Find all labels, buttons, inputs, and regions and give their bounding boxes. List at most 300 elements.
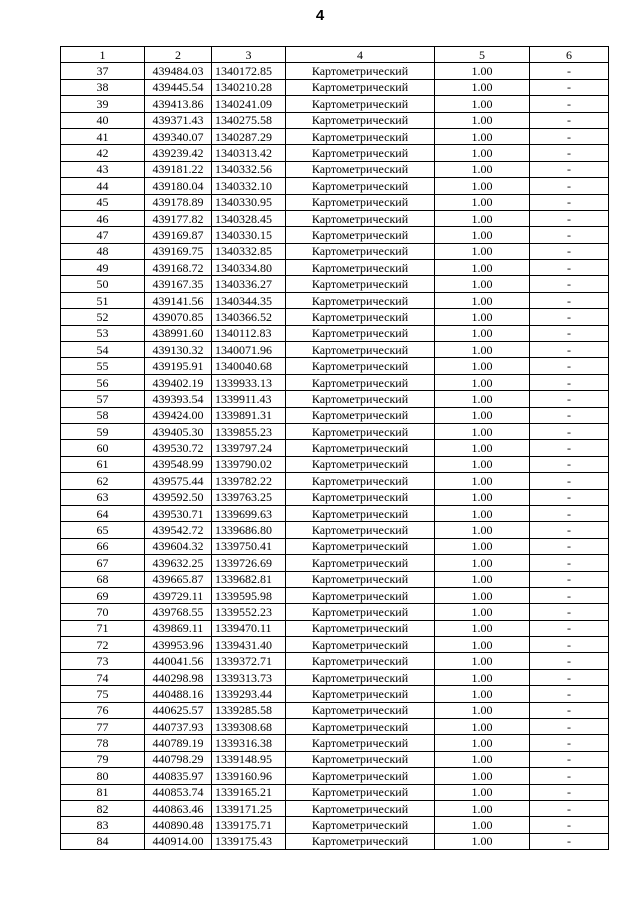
table-cell: Картометрический [286,522,435,538]
table-cell: 1340172.85 [212,63,286,79]
table-cell: 1340330.95 [212,194,286,210]
table-cell: 1340241.09 [212,96,286,112]
table-cell: 1340336.27 [212,276,286,292]
table-cell: 78 [61,735,145,751]
table-cell: - [530,260,609,276]
table-cell: 1339782.22 [212,473,286,489]
table-cell: 439530.71 [145,505,212,521]
table-cell: 1.00 [435,587,530,603]
table-cell: Картометрический [286,194,435,210]
table-cell: 1340334.80 [212,260,286,276]
table-cell: 79 [61,751,145,767]
table-cell: 1.00 [435,473,530,489]
table-cell: 1.00 [435,178,530,194]
table-row [61,128,609,144]
table-cell: 440835.97 [145,768,212,784]
table-cell: - [530,505,609,521]
table-row [61,358,609,374]
table-cell: Картометрический [286,391,435,407]
table-cell: 439530.72 [145,440,212,456]
table-cell: 1339285.58 [212,702,286,718]
table-cell: 439592.50 [145,489,212,505]
table-row [61,63,609,79]
table-cell: 59 [61,423,145,439]
table-cell: Картометрический [286,571,435,587]
table-cell: 1.00 [435,555,530,571]
table-cell: Картометрический [286,178,435,194]
table-cell: - [530,817,609,833]
table-cell: 1339797.24 [212,440,286,456]
table-cell: 439869.11 [145,620,212,636]
table-cell: 1339595.98 [212,587,286,603]
table-cell: 439768.55 [145,604,212,620]
table-header [61,47,609,63]
table-cell: - [530,604,609,620]
table-cell: Картометрический [286,342,435,358]
table-cell: 439371.43 [145,112,212,128]
table-cell: 1.00 [435,128,530,144]
table-cell: 1340332.56 [212,161,286,177]
table-row [61,423,609,439]
table-cell: 1.00 [435,489,530,505]
table-row [61,391,609,407]
table-cell: 44 [61,178,145,194]
table-cell: 49 [61,260,145,276]
table-cell: - [530,637,609,653]
table-cell: - [530,276,609,292]
table-cell: 75 [61,686,145,702]
table-row [61,735,609,751]
table-cell: Картометрический [286,128,435,144]
table-cell: 1340332.10 [212,178,286,194]
table-cell: 73 [61,653,145,669]
table-cell: Картометрический [286,161,435,177]
table-cell: 43 [61,161,145,177]
table-row [61,768,609,784]
table-cell: - [530,768,609,784]
table-cell: 440914.00 [145,833,212,849]
table-cell: 439239.42 [145,145,212,161]
table-cell: Картометрический [286,686,435,702]
table-cell: 1339372.71 [212,653,286,669]
table-row [61,653,609,669]
table-cell: 1339293.44 [212,686,286,702]
table-cell: 1340328.45 [212,210,286,226]
table-cell: 439393.54 [145,391,212,407]
table-cell: 1.00 [435,784,530,800]
table-cell: 439402.19 [145,374,212,390]
table-row [61,456,609,472]
table-row [61,276,609,292]
table-cell: 53 [61,325,145,341]
table-cell: Картометрический [286,243,435,259]
table-cell: - [530,702,609,718]
table-row [61,489,609,505]
table-cell: Картометрический [286,817,435,833]
table-cell: 45 [61,194,145,210]
table-cell: 1340210.28 [212,79,286,95]
table-cell: 77 [61,719,145,735]
table-cell: - [530,243,609,259]
table-cell: 1339790.02 [212,456,286,472]
table-cell: - [530,686,609,702]
table-cell: 57 [61,391,145,407]
table-cell: 1339431.40 [212,637,286,653]
table-cell: 1.00 [435,735,530,751]
table-row [61,538,609,554]
table-cell: - [530,358,609,374]
table-cell: 1.00 [435,522,530,538]
table-cell: 1.00 [435,653,530,669]
table-cell: 1339726.69 [212,555,286,571]
table-cell: 1.00 [435,63,530,79]
table-cell: 1.00 [435,637,530,653]
table-cell: 67 [61,555,145,571]
table-cell: 1339933.13 [212,374,286,390]
table-cell: 41 [61,128,145,144]
table-cell: 1339470.11 [212,620,286,636]
table-cell: 1339165.21 [212,784,286,800]
table-cell: 440863.46 [145,800,212,816]
table-cell: - [530,522,609,538]
table-cell: - [530,161,609,177]
table-row [61,686,609,702]
table-row [61,604,609,620]
table-row [61,292,609,308]
table-cell: 1.00 [435,194,530,210]
table-cell: 1.00 [435,407,530,423]
table-row [61,325,609,341]
table-cell: 42 [61,145,145,161]
table-cell: - [530,194,609,210]
table-cell: 72 [61,637,145,653]
table-cell: - [530,440,609,456]
table-cell: 80 [61,768,145,784]
table-cell: - [530,423,609,439]
table-row [61,702,609,718]
table-cell: 1339175.71 [212,817,286,833]
table-cell: - [530,669,609,685]
table-cell: 1.00 [435,292,530,308]
table-cell: Картометрический [286,210,435,226]
table-cell: 52 [61,309,145,325]
table-cell: 1340313.42 [212,145,286,161]
table-cell: 40 [61,112,145,128]
table-cell: 1339308.68 [212,719,286,735]
table-cell: 1339763.25 [212,489,286,505]
table-cell: Картометрический [286,423,435,439]
table-cell: - [530,374,609,390]
table-cell: 440298.98 [145,669,212,685]
table-cell: - [530,571,609,587]
table-cell: Картометрический [286,587,435,603]
table-cell: 439575.44 [145,473,212,489]
table-cell: 37 [61,63,145,79]
table-cell: Картометрический [286,309,435,325]
table-cell: 1339148.95 [212,751,286,767]
table-row [61,833,609,849]
coordinates-table [60,46,609,850]
table-cell: 1340344.35 [212,292,286,308]
table-body [61,63,609,850]
table-cell: Картометрический [286,751,435,767]
table-row [61,210,609,226]
table-cell: - [530,719,609,735]
table-cell: 1.00 [435,440,530,456]
table-cell: Картометрический [286,260,435,276]
table-cell: 1339699.63 [212,505,286,521]
table-cell: 1.00 [435,800,530,816]
table-cell: - [530,751,609,767]
table-cell: - [530,292,609,308]
table-cell: 56 [61,374,145,390]
table-cell: - [530,96,609,112]
table-cell: Картометрический [286,112,435,128]
table-cell: 1.00 [435,260,530,276]
table-row [61,669,609,685]
table-row [61,260,609,276]
table-cell: 46 [61,210,145,226]
table-cell: 1339891.31 [212,407,286,423]
table-cell: - [530,489,609,505]
table-cell: 439548.99 [145,456,212,472]
table-cell: Картометрический [286,358,435,374]
table-cell: - [530,833,609,849]
table-cell: Картометрический [286,276,435,292]
table-cell: 1.00 [435,833,530,849]
table-cell: 438991.60 [145,325,212,341]
table-cell: 1340366.52 [212,309,286,325]
table-cell: 1.00 [435,702,530,718]
table-cell: 439195.91 [145,358,212,374]
table-row [61,784,609,800]
table-cell: Картометрический [286,669,435,685]
column-header: 6 [530,47,609,63]
table-row [61,817,609,833]
table-cell: 1.00 [435,391,530,407]
table-cell: - [530,325,609,341]
table-cell: - [530,407,609,423]
table-row [61,505,609,521]
table-cell: Картометрический [286,79,435,95]
table-cell: 68 [61,571,145,587]
table-cell: 1339160.96 [212,768,286,784]
table-cell: 439340.07 [145,128,212,144]
table-cell: 1340332.85 [212,243,286,259]
header-row [61,47,609,63]
table-cell: Картометрический [286,702,435,718]
table-cell: - [530,555,609,571]
column-header: 1 [61,47,145,63]
table-cell: 1.00 [435,325,530,341]
table-cell: Картометрический [286,473,435,489]
table-cell: 1340112.83 [212,325,286,341]
table-cell: 1.00 [435,276,530,292]
table-cell: - [530,210,609,226]
table-cell: Картометрический [286,227,435,243]
table-cell: - [530,391,609,407]
table-cell: - [530,63,609,79]
table-row [61,800,609,816]
table-cell: 62 [61,473,145,489]
table-row [61,637,609,653]
table-cell: Картометрический [286,620,435,636]
table-cell: 1339911.43 [212,391,286,407]
table-row [61,555,609,571]
table-cell: 1.00 [435,112,530,128]
table-cell: - [530,800,609,816]
table-cell: 66 [61,538,145,554]
table-cell: 439405.30 [145,423,212,439]
table-cell: 82 [61,800,145,816]
table-cell: 1.00 [435,817,530,833]
table-row [61,178,609,194]
table-cell: 439180.04 [145,178,212,194]
table-cell: 439169.87 [145,227,212,243]
table-cell: 83 [61,817,145,833]
table-cell: 440488.16 [145,686,212,702]
table-row [61,96,609,112]
table-row [61,243,609,259]
table-cell: 440789.19 [145,735,212,751]
table-cell: 69 [61,587,145,603]
table-cell: Картометрический [286,604,435,620]
table-cell: - [530,128,609,144]
table-cell: - [530,784,609,800]
column-header: 5 [435,47,530,63]
table-cell: 61 [61,456,145,472]
table-cell: 48 [61,243,145,259]
table-cell: 439953.96 [145,637,212,653]
table-cell: 1.00 [435,505,530,521]
table-cell: - [530,473,609,489]
table-cell: - [530,538,609,554]
table-cell: 1.00 [435,751,530,767]
table-cell: 63 [61,489,145,505]
table-cell: - [530,145,609,161]
table-cell: 1.00 [435,243,530,259]
table-cell: 1.00 [435,227,530,243]
table-cell: 54 [61,342,145,358]
table-cell: 439632.25 [145,555,212,571]
table-cell: 439542.72 [145,522,212,538]
table-cell: 1.00 [435,669,530,685]
table-cell: Картометрический [286,505,435,521]
table-cell: 1340275.58 [212,112,286,128]
table-cell: Картометрический [286,292,435,308]
table-cell: 1.00 [435,538,530,554]
table-row [61,79,609,95]
table-cell: 1339682.81 [212,571,286,587]
table-cell: 440853.74 [145,784,212,800]
table-cell: 440890.48 [145,817,212,833]
table-cell: 439130.32 [145,342,212,358]
table-cell: Картометрический [286,637,435,653]
table-row [61,571,609,587]
table-cell: 439177.82 [145,210,212,226]
table-cell: 60 [61,440,145,456]
table-cell: 70 [61,604,145,620]
table-cell: 1.00 [435,358,530,374]
page-number: 4 [315,7,325,24]
table-cell: 439665.87 [145,571,212,587]
table-cell: 74 [61,669,145,685]
table-cell: 1339855.23 [212,423,286,439]
table-cell: 439181.22 [145,161,212,177]
table-cell: 1339316.38 [212,735,286,751]
table-row [61,587,609,603]
column-header: 4 [286,47,435,63]
table-cell: 1339552.23 [212,604,286,620]
table-cell: 439604.32 [145,538,212,554]
table-cell: 439413.86 [145,96,212,112]
table-cell: 51 [61,292,145,308]
table-cell: Картометрический [286,374,435,390]
table-cell: 1.00 [435,96,530,112]
table-cell: 1.00 [435,374,530,390]
table-cell: 439167.35 [145,276,212,292]
table-cell: 58 [61,407,145,423]
table-cell: 1.00 [435,719,530,735]
table-cell: 439168.72 [145,260,212,276]
table-cell: Картометрический [286,145,435,161]
table-cell: 76 [61,702,145,718]
table-row [61,161,609,177]
table-cell: Картометрический [286,63,435,79]
table-cell: 1339686.80 [212,522,286,538]
table-cell: 47 [61,227,145,243]
table-cell: - [530,587,609,603]
table-cell: - [530,79,609,95]
table-cell: 81 [61,784,145,800]
table-row [61,194,609,210]
table-cell: 1.00 [435,423,530,439]
table-cell: Картометрический [286,325,435,341]
table-row [61,145,609,161]
table-cell: Картометрический [286,555,435,571]
table-cell: 1340330.15 [212,227,286,243]
table-row [61,309,609,325]
table-cell: 439424.00 [145,407,212,423]
table-row [61,227,609,243]
table-row [61,751,609,767]
table-cell: Картометрический [286,784,435,800]
table-cell: Картометрический [286,735,435,751]
table-cell: 439141.56 [145,292,212,308]
table-cell: 71 [61,620,145,636]
table-cell: 1.00 [435,210,530,226]
table-cell: 1340071.96 [212,342,286,358]
table-cell: 1.00 [435,161,530,177]
table-cell: 1339313.73 [212,669,286,685]
table-cell: 440041.56 [145,653,212,669]
table-cell: 439729.11 [145,587,212,603]
table-row [61,620,609,636]
table-cell: 1340287.29 [212,128,286,144]
table-row [61,407,609,423]
table-cell: Картометрический [286,800,435,816]
table-cell: - [530,653,609,669]
table-cell: 440625.57 [145,702,212,718]
column-header: 2 [145,47,212,63]
table-cell: 1.00 [435,620,530,636]
table-cell: 1339171.25 [212,800,286,816]
table-cell: Картометрический [286,489,435,505]
table-cell: 1.00 [435,604,530,620]
table-cell: 439070.85 [145,309,212,325]
column-header: 3 [212,47,286,63]
table-cell: Картометрический [286,456,435,472]
